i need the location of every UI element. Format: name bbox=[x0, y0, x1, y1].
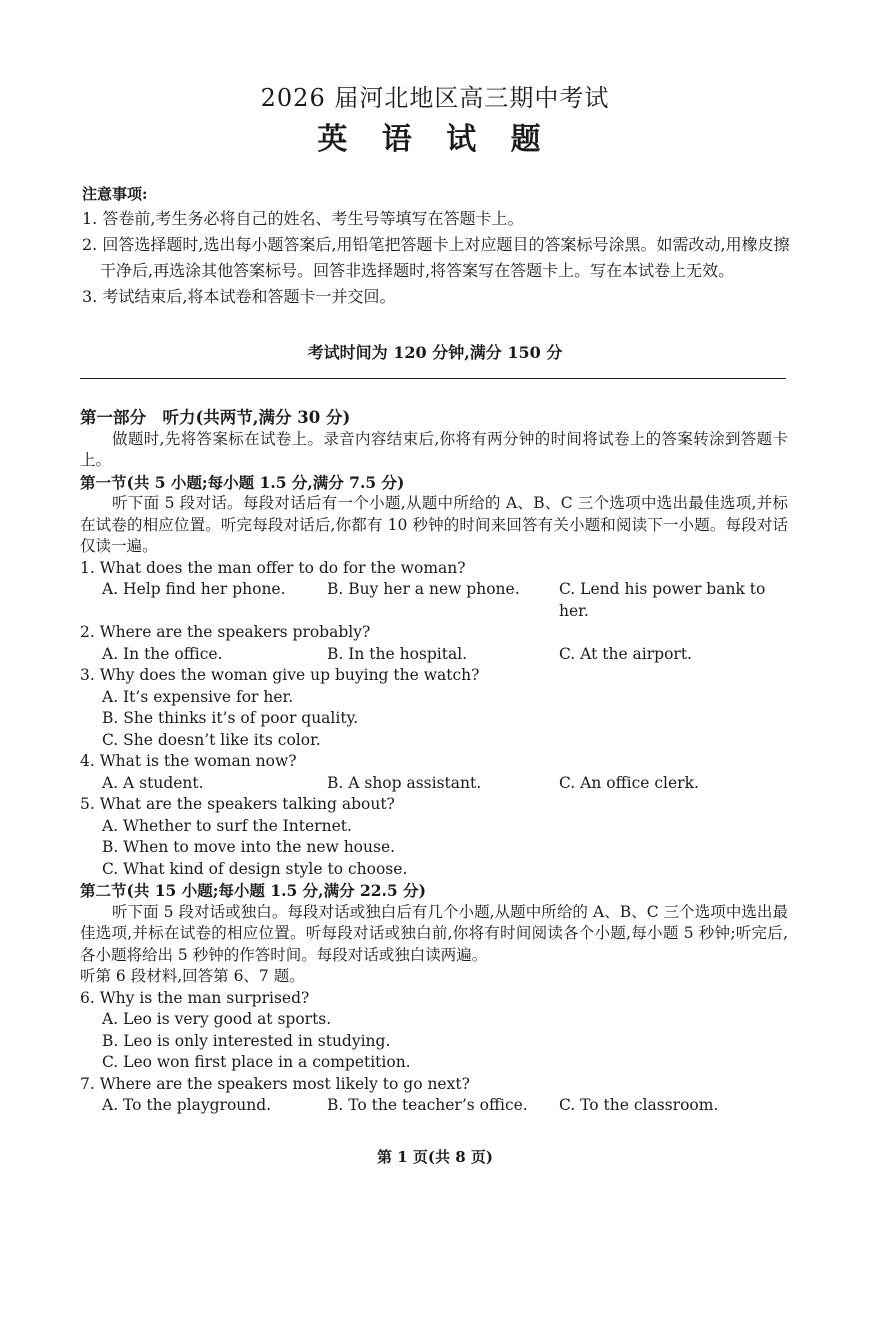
notice-heading: 注意事项: bbox=[82, 185, 148, 203]
option-c: C. Leo won first place in a competition. bbox=[102, 1053, 411, 1071]
section2-heading: 第二节(共 15 小题;每小题 1.5 分,满分 22.5 分) bbox=[80, 881, 426, 900]
notice-block bbox=[82, 182, 792, 310]
question-4-options bbox=[80, 773, 788, 795]
notice-item-2: 2. 回答选择题时,选出每小题答案后,用铅笔把答题卡上对应题目的答案标号涂黑。如需改动,用橡皮擦干净后,再选涂其他答案标号。回答非选择题时,将答案写在答题卡上。写在本试卷上无效。 bbox=[82, 235, 790, 280]
question-3: 3. Why does the woman give up buying the watch? bbox=[80, 666, 480, 684]
part1-heading: 第一部分 听力(共两节,满分 30 分) bbox=[80, 408, 351, 427]
option-b: B. Leo is only interested in studying. bbox=[102, 1031, 391, 1050]
option-b: B. A shop assistant. bbox=[327, 773, 482, 792]
option-b: B. She thinks it’s of poor quality. bbox=[102, 709, 359, 727]
option-c: C. At the airport. bbox=[559, 644, 692, 663]
option-a: A. A student. bbox=[102, 773, 204, 792]
option-c: C. An office clerk. bbox=[559, 773, 699, 792]
exam-time-note: 考试时间为 120 分钟,满分 150 分 bbox=[307, 343, 563, 362]
exam-title: 2026 届河北地区高三期中考试 bbox=[260, 84, 610, 112]
page-number: 第 1 页(共 8 页) bbox=[377, 1148, 493, 1166]
option-a: A. To the playground. bbox=[102, 1096, 272, 1114]
question-1: 1. What does the man offer to do for the woman? bbox=[80, 558, 466, 577]
listening-part bbox=[80, 407, 788, 1117]
option-b: B. Buy her a new phone. bbox=[327, 580, 520, 598]
question-5: 5. What are the speakers talking about? bbox=[80, 795, 395, 813]
question-1-options bbox=[80, 579, 788, 622]
option-c: C. Lend his power bank to her. bbox=[559, 580, 766, 620]
option-a: A. Leo is very good at sports. bbox=[102, 1010, 332, 1028]
question-6: 6. Why is the man surprised? bbox=[80, 988, 310, 1007]
question-2-options bbox=[80, 644, 788, 666]
option-b: B. To the teacher’s office. bbox=[327, 1096, 528, 1114]
question-7: 7. Where are the speakers most likely to go next? bbox=[80, 1074, 470, 1093]
question-2: 2. Where are the speakers probably? bbox=[80, 623, 371, 641]
option-b: B. In the hospital. bbox=[327, 644, 468, 663]
option-a: A. In the office. bbox=[102, 644, 223, 663]
notice-item-1: 1. 答卷前,考生务必将自己的姓名、考生号等填写在答题卡上。 bbox=[82, 209, 524, 228]
part1-intro: 做题时,先将答案标在试卷上。录音内容结束后,你将有两分钟的时间将试卷上的答案转涂到答题卡上。 bbox=[80, 429, 788, 469]
divider-line bbox=[80, 378, 786, 379]
option-b: B. When to move into the new house. bbox=[102, 838, 396, 856]
option-c: C. She doesn’t like its color. bbox=[102, 730, 321, 749]
section1-intro: 听下面 5 段对话。每段对话后有一个小题,从题中所给的 A、B、C 三个选项中选出最佳选项,并标在试卷的相应位置。听完每段对话后,你都有 10 秒钟的时间来回答有关小题和阅读下一小题。每段对话仅读一遍。 bbox=[80, 494, 788, 555]
option-a: A. Whether to surf the Internet. bbox=[102, 816, 352, 835]
option-c: C. What kind of design style to choose. bbox=[102, 859, 408, 878]
option-a: A. Help find her phone. bbox=[102, 580, 286, 598]
exam-subject: 英 语 试 题 bbox=[317, 122, 553, 157]
option-a: A. It’s expensive for her. bbox=[102, 687, 294, 706]
question-4: 4. What is the woman now? bbox=[80, 752, 297, 770]
section2-intro: 听下面 5 段对话或独白。每段对话或独白后有几个小题,从题中所给的 A、B、C 三个选项中选出最佳选项,并标在试卷的相应位置。听每段对话或独白前,你将有时间阅读各个小题,每小题 5 秒钟;听完后,各小题将给出 5 秒钟的作答时间。每段对话或独白读两遍。 bbox=[80, 902, 788, 964]
question-7-options bbox=[80, 1095, 788, 1117]
section1-heading: 第一节(共 5 小题;每小题 1.5 分,满分 7.5 分) bbox=[80, 472, 405, 492]
notice-item-3: 3. 考试结束后,将本试卷和答题卡一并交回。 bbox=[82, 287, 396, 306]
option-c: C. To the classroom. bbox=[559, 1096, 719, 1114]
material-note: 听第 6 段材料,回答第 6、7 题。 bbox=[80, 967, 305, 985]
